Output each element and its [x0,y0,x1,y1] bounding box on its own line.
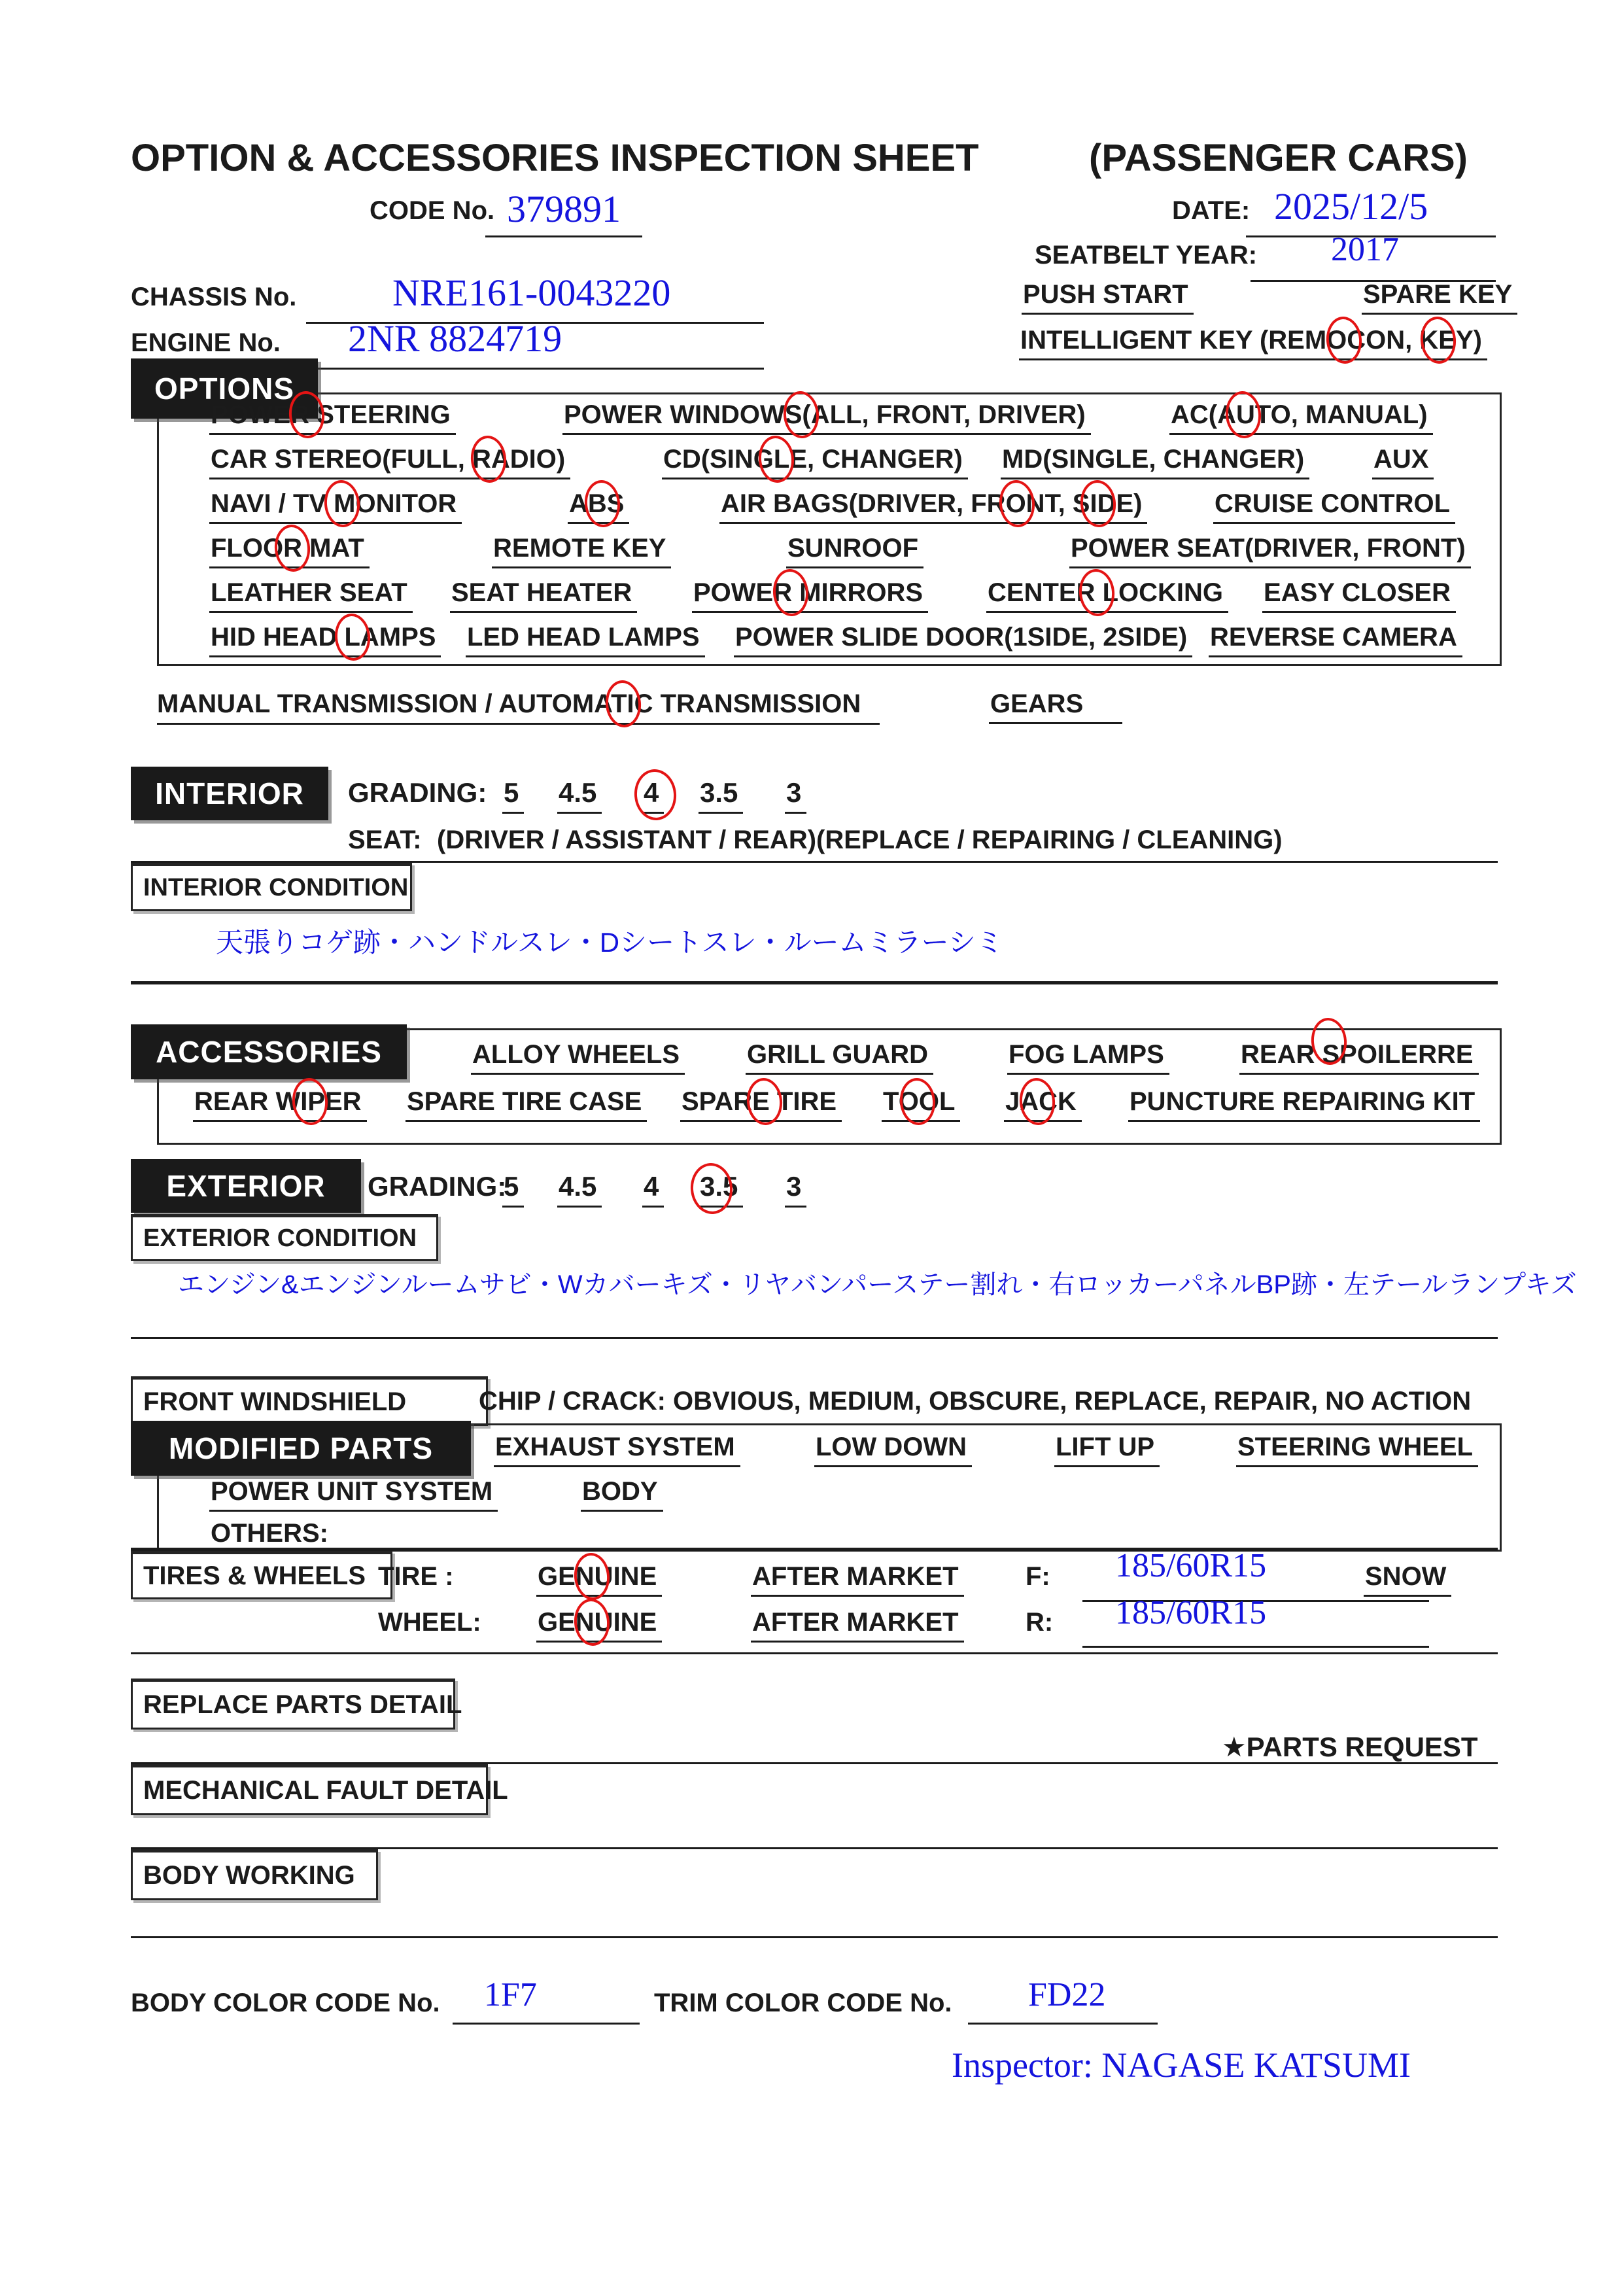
option-reverse-camera: REVERSE CAMERA [1209,623,1462,657]
push-start-label: PUSH START [1022,280,1194,315]
wheel-rear-size: 185/60R15 [1115,1594,1267,1631]
interior-grade-4-5: 4.5 [557,777,602,814]
wheel-rear-label: R: [1026,1608,1054,1637]
chassis-value: NRE161-0043220 [392,271,671,314]
windshield-chip-crack-line: CHIP / CRACK: OBVIOUS, MEDIUM, OBSCURE, REPLACE, REPAIR, NO ACTION [479,1387,1472,1416]
option-remote-key: REMOTE KEY [492,534,671,568]
accessory-rear-wiper: REAR WIPER [193,1087,367,1122]
option-power-seat: POWER SEAT(DRIVER, FRONT) [1069,534,1471,568]
option-cd: CD(SINGLE, CHANGER) [662,445,968,479]
accessory-alloy-wheels: ALLOY WHEELS [471,1040,685,1075]
trim-color-label: TRIM COLOR CODE No. [654,1989,952,2017]
tire-after-market: AFTER MARKET [751,1562,964,1597]
exterior-condition-header: EXTERIOR CONDITION [131,1214,438,1261]
accessory-jack: JACK [1004,1087,1082,1122]
trim-color-line [968,2023,1158,2025]
engine-value: 2NR 8824719 [348,317,562,360]
intelligent-key-label: INTELLIGENT KEY (REMOCON, KEY) [1019,326,1487,360]
option-hid-head-lamps: HID HEAD LAMPS [209,623,441,657]
front-windshield-header: FRONT WINDSHIELD [131,1376,488,1426]
modified-others: OTHERS: [209,1519,334,1554]
interior-grading-label: GRADING: [348,777,487,808]
interior-condition-note: 天張りコゲ跡・ハンドルスレ・Dシートスレ・ルームミラーシミ [216,927,1003,958]
interior-condition-header: INTERIOR CONDITION [131,863,412,911]
seatbelt-year-value: 2017 [1331,231,1399,268]
wheel-rear-line [1082,1646,1429,1648]
tire-genuine: GENUINE [536,1562,662,1597]
accessory-tool: TOOL [882,1087,960,1122]
option-easy-closer: EASY CLOSER [1262,578,1456,613]
interior-grade-3-5: 3.5 [699,777,743,814]
exterior-condition-note: エンジン&エンジンルームサビ・Wカバーキズ・リヤバンパーステー割れ・右ロッカーパネルBP跡・左テールランプキズ [178,1270,1577,1299]
exterior-grading-label: GRADING: [368,1171,507,1202]
modified-parts-section-header: MODIFIED PARTS [131,1421,471,1476]
exterior-section-header: EXTERIOR [131,1159,361,1213]
date-label: DATE: [1172,196,1251,225]
gears-label: GEARS [989,689,1122,724]
option-led-head-lamps: LED HEAD LAMPS [466,623,705,657]
modified-power-unit-system: POWER UNIT SYSTEM [209,1477,498,1512]
page-title: OPTION & ACCESSORIES INSPECTION SHEET [131,137,979,179]
transmission-label: MANUAL TRANSMISSION / AUTOMATIC TRANSMISSION [157,689,880,725]
modified-body: BODY [581,1477,663,1512]
option-air-bags: AIR BAGS(DRIVER, FRONT, SIDE) [719,489,1147,524]
accessory-grill-guard: GRILL GUARD [746,1040,933,1075]
option-navi-tv: NAVI / TV MONITOR [209,489,462,524]
accessory-fog-lamps: FOG LAMPS [1007,1040,1169,1075]
parts-request-label: ★PARTS REQUEST [1222,1731,1478,1762]
option-md: MD(SINGLE, CHANGER) [1001,445,1309,479]
tire-snow: SNOW [1364,1562,1451,1597]
interior-section-header: INTERIOR [131,767,328,820]
option-aux: AUX [1372,445,1434,479]
option-power-mirrors: POWER MIRRORS [692,578,928,613]
modified-lift-up: LIFT UP [1054,1433,1160,1467]
interior-grade-4: 4 [642,777,664,814]
exterior-grade-3-5: 3.5 [699,1171,743,1208]
divider-line [131,981,1498,984]
divider-line [131,1652,1498,1654]
option-power-slide-door: POWER SLIDE DOOR(1SIDE, 2SIDE) [734,623,1192,657]
accessory-rear-spoiler: REAR SPOILERRE [1239,1040,1479,1075]
accessory-puncture-kit: PUNCTURE REPAIRING KIT [1128,1087,1480,1122]
tire-front-size: 185/60R15 [1115,1547,1267,1584]
option-seat-heater: SEAT HEATER [450,578,637,613]
modified-low-down: LOW DOWN [814,1433,972,1467]
inspector-signature: Inspector: NAGASE KATSUMI [952,2045,1411,2085]
trim-color-value: FD22 [1028,1976,1106,2013]
option-sunroof: SUNROOF [786,534,923,568]
exterior-grade-4: 4 [642,1171,664,1208]
accessory-spare-tire: SPARE TIRE [680,1087,842,1122]
engine-value-line [280,368,764,370]
option-floor-mat: FLOOR MAT [209,534,370,568]
divider-line [131,1936,1498,1938]
modified-exhaust-system: EXHAUST SYSTEM [494,1433,740,1467]
seat-options: (DRIVER / ASSISTANT / REAR) [437,826,817,854]
interior-grade-3: 3 [785,777,806,814]
exterior-grade-5: 5 [502,1171,524,1208]
seatbelt-year-label: SEATBELT YEAR: [1035,241,1258,270]
option-cruise-control: CRUISE CONTROL [1213,489,1455,524]
body-color-value: 1F7 [484,1976,537,2013]
replace-parts-detail-header: REPLACE PARTS DETAIL [131,1679,455,1730]
interior-grade-5: 5 [502,777,524,814]
tires-wheels-header: TIRES & WHEELS [131,1551,392,1599]
code-value-line [485,235,642,237]
modified-steering-wheel: STEERING WHEEL [1236,1433,1478,1467]
tire-front-label: F: [1026,1562,1050,1591]
seat-actions: (REPLACE / REPAIRING / CLEANING) [816,826,1283,854]
chassis-label: CHASSIS No. [131,283,297,311]
option-ac: AC(AUTO, MANUAL) [1169,400,1433,435]
date-value: 2025/12/5 [1274,185,1428,228]
tire-label: TIRE : [378,1562,454,1591]
exterior-grade-4-5: 4.5 [557,1171,602,1208]
mechanical-fault-detail-header: MECHANICAL FAULT DETAIL [131,1764,488,1815]
option-center-locking: CENTER LOCKING [986,578,1228,613]
accessories-section-header: ACCESSORIES [131,1024,407,1079]
wheel-genuine: GENUINE [536,1608,662,1643]
exterior-grade-3: 3 [785,1171,806,1208]
option-abs: ABS [568,489,629,524]
code-value: 379891 [507,188,621,230]
option-leather-seat: LEATHER SEAT [209,578,413,613]
wheel-after-market: AFTER MARKET [751,1608,964,1643]
body-color-label: BODY COLOR CODE No. [131,1989,440,2017]
option-car-stereo: CAR STEREO(FULL, RADIO) [209,445,570,479]
seat-label: SEAT: [348,826,422,854]
wheel-label: WHEEL: [378,1608,481,1637]
options-section-header: OPTIONS [131,358,318,419]
code-label: CODE No. [370,196,495,225]
divider-line [131,1337,1498,1339]
page-subtitle: (PASSENGER CARS) [1089,137,1468,179]
spare-key-label: SPARE KEY [1362,280,1517,315]
body-working-header: BODY WORKING [131,1849,378,1900]
option-power-steering: POWER STEERING [209,400,456,435]
option-power-windows: POWER WINDOWS(ALL, FRONT, DRIVER) [562,400,1091,435]
body-color-line [453,2023,640,2025]
engine-label: ENGINE No. [131,328,281,357]
accessory-spare-tire-case: SPARE TIRE CASE [406,1087,647,1122]
